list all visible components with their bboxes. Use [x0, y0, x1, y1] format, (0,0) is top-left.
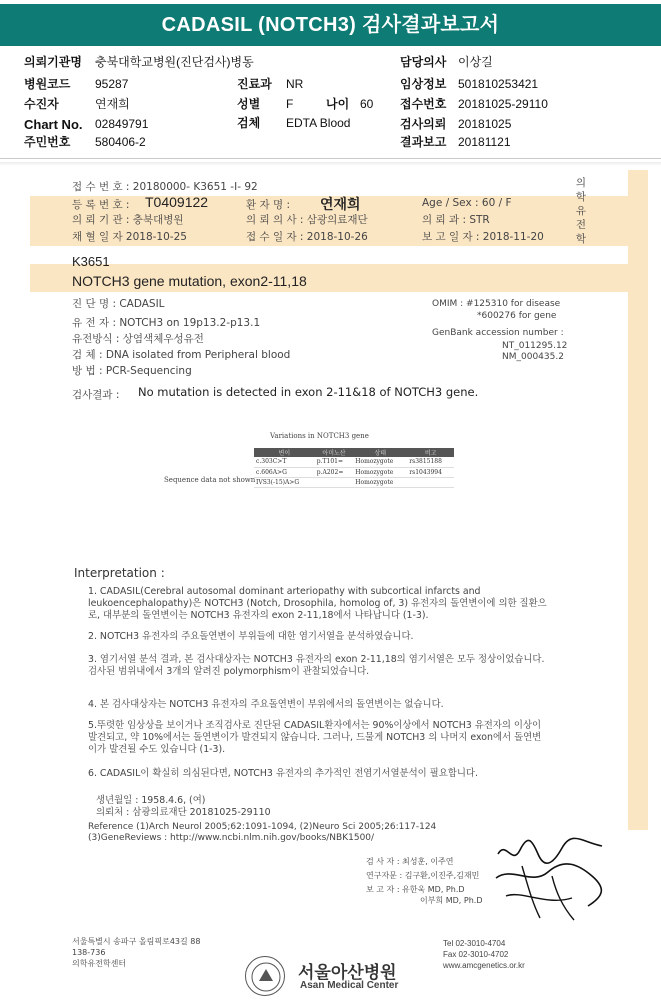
- header-label-dept: 진료과: [237, 77, 272, 91]
- result-text: No mutation is detected in exon 2-11&18 of NOTCH3 gene.: [138, 385, 479, 399]
- header-label-patient: 수진자: [24, 97, 59, 111]
- table-row: c.303C>T p.T101= Homozygote rs3815188: [254, 457, 454, 467]
- variations-header: 비고: [407, 448, 454, 457]
- header-label-report-date: 결과보고: [400, 135, 447, 149]
- genbank-nm: NM_000435.2: [502, 352, 564, 362]
- header-label-doctor: 담당의사: [400, 55, 447, 69]
- header-value-dept: NR: [286, 77, 304, 91]
- report-title: CADASIL (NOTCH3) 검사결과보고서: [0, 4, 661, 46]
- method: 방 법 : PCR-Sequencing: [72, 365, 192, 377]
- header-divider: [0, 158, 661, 159]
- test-code: K3651: [72, 254, 110, 269]
- header-label-hospital-code: 병원코드: [24, 77, 71, 91]
- reporter-2: 이부희 MD, Ph.D: [420, 896, 483, 905]
- header-value-age: 60: [360, 97, 374, 111]
- header-label-specimen: 검체: [237, 116, 261, 130]
- header-value-hospital-code: 95287: [95, 77, 129, 91]
- reg-number-value: T0409122: [145, 194, 209, 210]
- gene: 유 전 자 : NOTCH3 on 19p13.2-p13.1: [72, 317, 261, 329]
- header-label-chart-no: Chart No.: [24, 117, 83, 132]
- inheritance: 유전방식 : 상염색체우성유전: [72, 333, 204, 345]
- birth-date: 생년월일 : 1958.4.6, (여): [96, 795, 206, 806]
- interpretation-item-4: 4. 본 검사대상자는 NOTCH3 유전자의 주요돌연변이 부위에서의 돌연변이는 없습니다.: [88, 699, 444, 710]
- reporter: 보 고 자 : 유한욱 MD, Ph.D: [366, 885, 465, 894]
- header-value-req-org: 충북대학교병원(진단검사)병동: [95, 55, 254, 69]
- table-row: IVS3(-15)A>G Homozygote: [254, 477, 454, 487]
- blood-draw-date: 채 혈 일 자 2018-10-25: [72, 231, 187, 243]
- report-date: 보 고 일 자 : 2018-11-20: [422, 231, 544, 243]
- omim-disease: OMIM : #125310 for disease: [432, 299, 561, 309]
- variations-header: 아미노산: [315, 448, 353, 457]
- header-value-clinical-info: 501810253421: [458, 77, 539, 91]
- interpretation-label: Interpretation :: [74, 566, 165, 580]
- interpretation-item-3: 3. 염기서열 분석 결과, 본 검사대상자는 NOTCH3 유전자의 exon 2-11,18의 염기서열은 모두 정상이었습니다. 검사된 범위내에서 3개의 알려진 polymorphism이 관찰되었습니다.: [88, 654, 545, 677]
- examiner: 검 사 자 : 최성훈, 이주연: [366, 857, 454, 866]
- header-value-specimen: EDTA Blood: [286, 116, 351, 130]
- request-origin: 의뢰처 : 삼광의료재단 20181025-29110: [96, 807, 271, 818]
- vertical-department-label: 의 학 유 전 학: [575, 177, 587, 245]
- specimen: 검 체 : DNA isolated from Peripheral blood: [72, 349, 291, 361]
- requesting-doctor: 의 뢰 의 사 : 삼광의료재단: [246, 214, 368, 226]
- patient-name-label: 환 자 명 :: [246, 199, 290, 211]
- header-label-age: 나이: [326, 97, 350, 111]
- reg-number-label: 등 록 번 호 :: [72, 199, 130, 211]
- header-value-doctor: 이상길: [458, 55, 493, 69]
- result-label: 검사결과 :: [72, 389, 120, 401]
- header-label-request-date: 검사의뢰: [400, 117, 447, 131]
- variations-table: [254, 448, 454, 488]
- patient-name-value: 연재희: [320, 197, 361, 213]
- genbank-label: GenBank accession number :: [432, 328, 564, 338]
- requesting-org: 의 뢰 기 관 : 충북대병원: [72, 214, 184, 226]
- header-value-report-date: 20181121: [458, 135, 511, 149]
- variations-caption: Variations in NOTCH3 gene: [270, 432, 369, 440]
- diagnosis: 진 단 명 : CADASIL: [72, 298, 165, 310]
- test-name: NOTCH3 gene mutation, exon2-11,18: [72, 273, 307, 289]
- researcher: 연구자문 : 김구환,이진주,김재민: [366, 871, 480, 880]
- logo-name-korean: 서울아산병원: [298, 963, 397, 983]
- asan-logo-icon: [245, 956, 285, 996]
- interpretation-item-2: 2. NOTCH3 유전자의 주요돌연변이 부위들에 대한 염기서열을 분석하였습니다.: [88, 631, 414, 642]
- highlight-band-right: [628, 170, 648, 830]
- receipt-number: 접 수 번 호 : 20180000- K3651 -I- 92: [72, 181, 258, 193]
- header-label-sex: 성별: [237, 97, 261, 111]
- header-value-request-date: 20181025: [458, 117, 512, 131]
- sequence-caption: Sequence data not shown: [164, 476, 256, 484]
- logo-name-english: Asan Medical Center: [300, 980, 399, 991]
- header-label-req-org: 의뢰기관명: [24, 55, 82, 69]
- omim-gene: *600276 for gene: [477, 311, 557, 321]
- header-label-clinical-info: 임상정보: [400, 77, 447, 91]
- interpretation-item-1: 1. CADASIL(Cerebral autosomal dominant arteriopathy with subcortical infarcts and leukoencephalopathy)은 NOTCH3 (Notch, Drosophila, homolog of, 3) 유전자의 돌연변이에 의한 질환으로, 대부분의 돌연변이는 NOTCH3 유전자의 exon 2-11,18에서 나타납니다 (1-3).: [88, 586, 547, 621]
- variations-header: 변이: [254, 448, 315, 457]
- variations-header: 상태: [353, 448, 407, 457]
- header-value-patient: 연재희: [95, 97, 130, 111]
- header-value-chart-no: 02849791: [95, 117, 149, 131]
- receipt-date: 접 수 일 자 : 2018-10-26: [246, 231, 368, 243]
- header-shadow: [0, 162, 661, 166]
- header-value-receipt-no: 20181025-29110: [458, 97, 548, 111]
- header-value-sex: F: [286, 97, 294, 111]
- requesting-dept: 의 뢰 과 : STR: [422, 214, 490, 226]
- interpretation-item-5: 5.뚜렷한 임상상을 보이거나 조직검사로 진단된 CADASIL환자에서는 90%이상에서 NOTCH3 유전자의 이상이 발견되고, 약 10%에서는 돌연변이가 발견되지 않습니다. 그러나, 드물게 NOTCH3 의 나머지 exon에서 돌연변이가 발견될 수도 있습니다 (1-3).: [88, 720, 542, 755]
- signature-graphic: [492, 836, 610, 926]
- header-label-receipt-no: 접수번호: [400, 97, 447, 111]
- references: Reference (1)Arch Neurol 2005;62:1091-1094, (2)Neuro Sci 2005;26:117-124 (3)GeneReviews : http://www.ncbi.nlm.nih.gov/books/NBK1500/: [88, 822, 437, 843]
- genbank-nt: NT_011295.12: [502, 341, 568, 351]
- table-row: c.606A>G p.A202= Homozygote rs1043994: [254, 467, 454, 477]
- header-label-resident-no: 주민번호: [24, 135, 71, 149]
- footer-address: 서울특별시 송파구 올림픽로43길 88 138-736 의학유전학센터: [72, 937, 201, 968]
- header-value-resident-no: 580406-2: [95, 135, 146, 149]
- interpretation-item-6: 6. CADASIL이 확실히 의심된다면, NOTCH3 유전자의 추가적인 전염기서열분석이 필요합니다.: [88, 768, 478, 779]
- age-sex: Age / Sex : 60 / F: [422, 197, 512, 209]
- footer-contact: Tel 02-3010-4704 Fax 02-3010-4702 www.amcgenetics.or.kr: [443, 939, 525, 970]
